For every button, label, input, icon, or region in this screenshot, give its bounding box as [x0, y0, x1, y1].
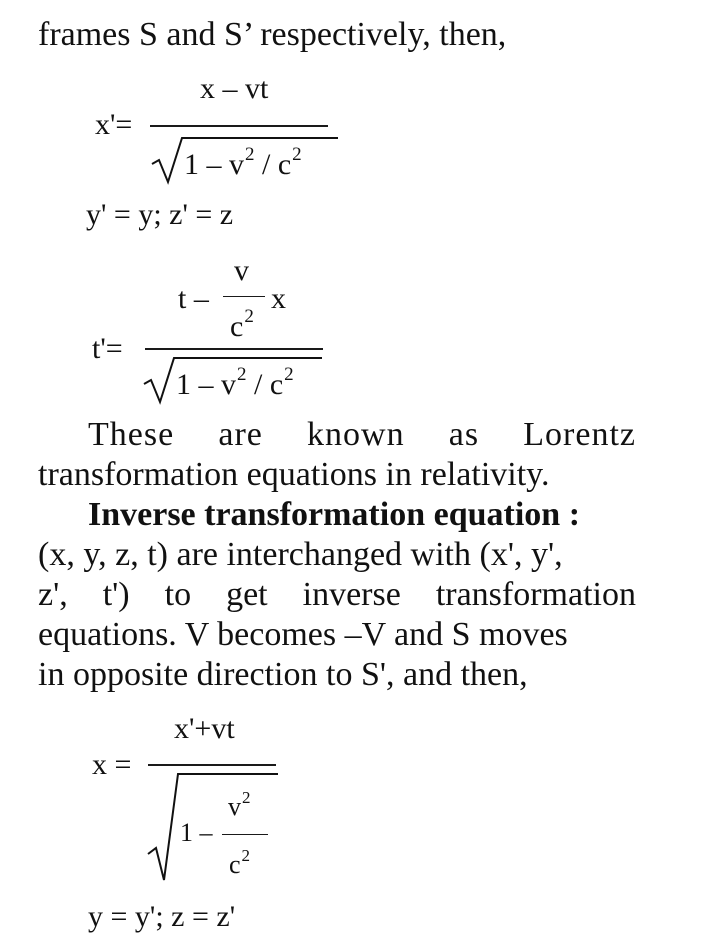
eq1-den-exp1: 2 [245, 144, 255, 165]
eq1-den-exp2: 2 [292, 144, 302, 165]
eq4-frac-den-c: c [229, 850, 241, 879]
eq3-den-a: 1 – v [176, 368, 236, 401]
eq4-frac-den-exp: 2 [241, 846, 251, 865]
eq3-inner-num: v [234, 254, 249, 287]
eq4-radical-icon [146, 770, 286, 890]
eq3-inner-x: x [271, 282, 286, 315]
eq4-one-minus: 1 – [180, 818, 213, 847]
para2-line1: (x, y, z, t) are interchanged with (x', y', [38, 536, 563, 573]
eq4-lhs: x = [92, 748, 132, 781]
para1-line1: These are known as Lorentz [88, 416, 636, 453]
text-line-frames: frames S and S’ respectively, then, [38, 16, 507, 53]
eq1-denominator [184, 144, 302, 181]
eq1-fraction-bar [150, 125, 328, 127]
para2-line2: z', t') to get inverse transformation [38, 576, 636, 613]
eq3-inner-fraction-bar [223, 296, 265, 297]
equation-y-z-inverse: y = y'; z = z' [88, 900, 236, 933]
para2-line4: in opposite direction to S', and then, [38, 656, 528, 693]
eq3-den-exp1: 2 [237, 364, 247, 385]
eq3-den-b: / c [246, 368, 284, 401]
eq4-frac-num-v: v [228, 792, 241, 821]
eq4-frac-den [229, 846, 251, 879]
eq3-inner-den-c: c [230, 310, 244, 343]
eq3-denominator [176, 364, 294, 401]
para2-heading: Inverse transformation equation : [88, 496, 581, 533]
eq1-numerator: x – vt [200, 72, 269, 105]
eq4-frac-num-exp: 2 [242, 788, 251, 807]
eq4-inner-fraction-bar [222, 834, 268, 835]
eq1-lhs: x'= [95, 108, 133, 141]
eq3-den-exp2: 2 [284, 364, 294, 385]
eq4-fraction-bar [148, 764, 276, 766]
eq1-den-a: 1 – v [184, 148, 244, 181]
eq3-inner-den-exp: 2 [244, 306, 254, 327]
eq4-frac-num [228, 788, 251, 821]
equation-y-z-prime: y' = y; z' = z [86, 198, 234, 231]
eq3-fraction-bar [145, 348, 323, 350]
para1-line2: transformation equations in relativity. [38, 456, 550, 493]
eq3-lhs: t'= [92, 332, 123, 365]
eq4-numerator: x'+vt [174, 712, 235, 745]
eq3-inner-t: t – [178, 282, 209, 315]
para2-line3: equations. V becomes –V and S moves [38, 616, 568, 653]
eq3-inner-den [230, 306, 254, 343]
eq1-den-b: / c [254, 148, 292, 181]
